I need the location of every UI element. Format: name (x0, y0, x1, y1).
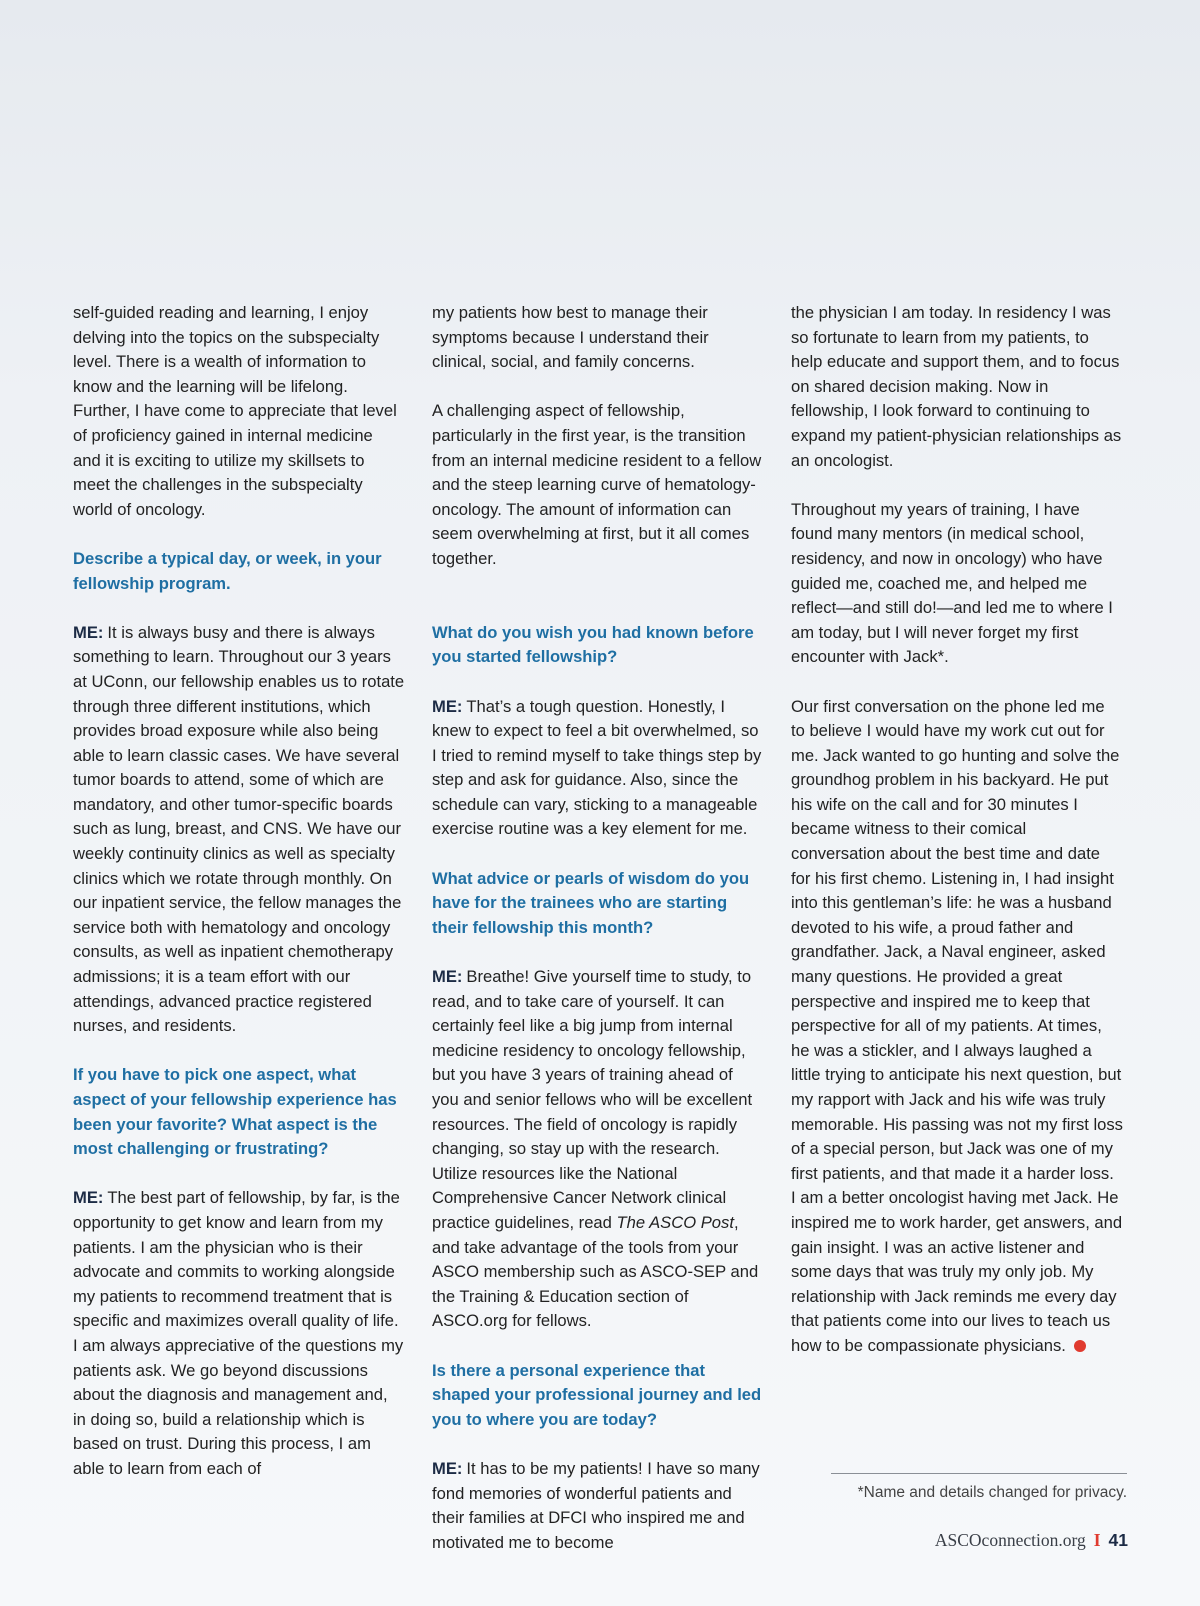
publication-title: The ASCO Post (616, 1212, 734, 1232)
page-footer (935, 1530, 1128, 1551)
me-label: ME: (73, 1188, 104, 1208)
answer-typical-day (73, 621, 405, 1039)
footer-site: ASCOconnection.org (934, 1530, 1086, 1550)
question-favorite-aspect: If you have to pick one aspect, what aspect of your fellowship experience has been your favorite? What aspect is the most challenging or frustrating? (73, 1065, 397, 1159)
answer-text-2: , and take advantage of the tools from your ASCO membership such as ASCO-SEP and the Training & Education section of ASCO.org for fellows. (432, 1212, 759, 1331)
question-advice: What advice or pearls of wisdom do you have for the trainees who are starting their fellowship this month? (432, 868, 750, 937)
question-wish-known: What do you wish you had known before you started fellowship? (432, 622, 754, 667)
me-label: ME: (432, 967, 463, 987)
end-mark-icon (1074, 1340, 1086, 1352)
answer-text: It has to be my patients! I have so many fond memories of wonderful patients and their families at DFCI who inspired me and motivated me to become (432, 1458, 760, 1552)
footer-separator: I (1093, 1530, 1101, 1550)
spacer (432, 596, 764, 621)
paragraph-jack (791, 695, 1123, 1359)
answer-text: It is always busy and there is always something to learn. Throughout our 3 years at UConn, our fellowship enables us to rotate through three different institutions, which provides broad exposure while also being able to learn classic cases. We have several tumor boards to attend, some of which are mandatory, and other tumor-specific boards such as lung, breast, and CNS. We have our weekly continuity clinics as well as specialty clinics which we rotate through monthly. On our inpatient service, the fellow manages the service both with hematology and oncology consults, as well as inpatient chemotherapy admissions; it is a team effort with our attendings, advanced practice registered nurses, and residents. (73, 622, 405, 1036)
column-2 (432, 301, 764, 1580)
footnote-divider (831, 1473, 1127, 1474)
answer-favorite-aspect (73, 1186, 405, 1481)
page-number: 41 (1108, 1530, 1128, 1550)
footnote: *Name and details changed for privacy. (857, 1484, 1127, 1501)
answer-advice (432, 965, 764, 1334)
paragraph-continued: my patients how best to manage their symptoms because I understand their clinical, social, and family concerns. (432, 303, 709, 372)
paragraph-jack-text: Our first conversation on the phone led me to believe I would have my work cut out for me. Jack wanted to go hunting and solve the groundhog problem in his backyard. He put his wife on the call and for 30 minutes I became witness to their comical conversation about the best time and date for his first chemo. Listening in, I had insight into this gentleman’s life: he was a husband devoted to his wife, a proud father and grandfather. Jack, a Naval engineer, asked many questions. He provided a great perspective and inspired me to keep that perspective for all of my patients. At times, he was a stickler, and I always laughed a little trying to anticipate his next question, but my rapport with Jack and his wife was truly memorable. His passing was not my first loss of a special person, but Jack was one of my first patients, and that made it a harder loss. I am a better oncologist having met Jack. He inspired me to work harder, get answers, and gain insight. I was an active listener and some days that was truly my only job. My relationship with Jack reminds me every day that patients come into our lives to teach us how to be compassionate physicians. (791, 696, 1123, 1355)
me-label: ME: (432, 696, 463, 716)
paragraph-intro: self-guided reading and learning, I enjoy delving into the topics on the subspecialty level. There is a wealth of information to know and the learning will be lifelong. Further, I have come to appreciate that level of proficiency gained in internal medicine and it is exciting to utilize my skillsets to meet the challenges in the subspecialty world of oncology. (73, 303, 397, 519)
column-3 (791, 301, 1123, 1383)
answer-text: The best part of fellowship, by far, is the opportunity to get know and learn from my patients. I am the physician who is their advocate and commits to working alongside my patients to recommend treatment that is specific and maximizes overall quality of life. I am always appreciative of the questions my patients ask. We go beyond discussions about the diagnosis and management and, in doing so, build a relationship which is based on trust. During this process, I am able to learn from each of (73, 1188, 404, 1478)
me-label: ME: (432, 1458, 463, 1478)
question-personal-experience: Is there a personal experience that shaped your professional journey and led you to where you are today? (432, 1360, 762, 1429)
paragraph-continued: the physician I am today. In residency I was so fortunate to learn from my patients, to help educate and support them, and to focus on shared decision making. Now in fellowship, I look forward to continuing to expand my patient-physician relationships as an oncologist. (791, 303, 1122, 470)
answer-personal-experience (432, 1457, 764, 1555)
question-typical-day: Describe a typical day, or week, in your fellowship program. (73, 548, 382, 593)
answer-wish-known (432, 695, 764, 843)
answer-text: That’s a tough question. Honestly, I knew to expect to feel a bit overwhelmed, so I tried to remind myself to take things step by step and ask for guidance. Also, since the schedule can vary, sticking to a manageable exercise routine was a key element for me. (432, 696, 762, 839)
me-label: ME: (73, 622, 104, 642)
column-1 (73, 301, 405, 1506)
paragraph-mentors: Throughout my years of training, I have found many mentors (in medical school, residency, and now in oncology) who have guided me, coached me, and helped me reflect—and still do!—and led me to where I am today, but I will never forget my first encounter with Jack*. (791, 499, 1113, 667)
paragraph-challenge: A challenging aspect of fellowship, particularly in the first year, is the transition from an internal medicine resident to a fellow and the steep learning curve of hematology-oncology. The amount of information can seem overwhelming at first, but it all comes together. (432, 401, 762, 568)
answer-text-1: Breathe! Give yourself time to study, to read, and to take care of yourself. It can certainly feel like a big jump from internal medicine residency to oncology fellowship, but you have 3 years of training ahead of you and senior fellows who will be excellent resources. The field of oncology is rapidly changing, so stay up with the research. Utilize resources like the National Comprehensive Cancer Network clinical practice guidelines, read (432, 967, 753, 1232)
